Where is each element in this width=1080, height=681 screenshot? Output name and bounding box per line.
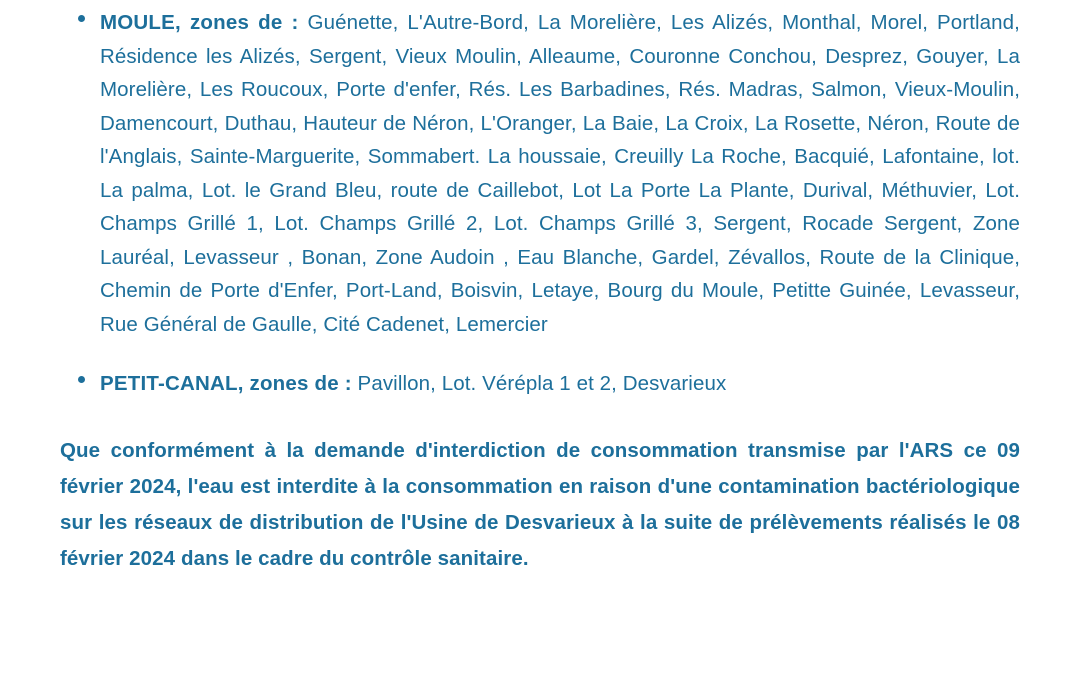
bullet-point-icon bbox=[78, 15, 85, 22]
notice-paragraph-text: Que conformément à la demande d'interdiction de consommation transmise par l'ARS ce 09 février 2024, l'eau est interdite à la consommation en raison d'une contamination bactériologique sur les réseaux de distribution de l'Usine de Desvarieux à la suite de prélèvements réalisés le 08 février 2024 dans le cadre du contrôle sanitaire. bbox=[60, 438, 1020, 570]
zone-names-moule: Guénette, L'Autre-Bord, La Morelière, Les Alizés, Monthal, Morel, Portland, Résidence les Alizés, Sergent, Vieux Moulin, Alleaume, Couronne Conchou, Desprez, Gouyer, La Morelière, Les Roucoux, Porte d'enfer, Rés. Les Barbadines, Rés. Madras, Salmon, Vieux-Moulin, Damencourt, Duthau, Hauteur de Néron, L'Oranger, La Baie, La Croix, La Rosette, Néron, Route de l'Anglais, Sainte-Marguerite, Sommabert. La houssaie, Creuilly La Roche, Bacquié, Lafontaine, lot. La palma, Lot. le Grand Bleu, route de Caillebot, Lot La Porte La Plante, Durival, Méthuvier, Lot. Champs Grillé 1, Lot. Champs Grillé 2, Lot. Champs Grillé 3, Sergent, Rocade Sergent, Zone Lauréal, Levasseur , Bonan, Zone Audoin , Eau Blanche, Gardel, Zévallos, Route de la Clinique, Chemin de Porte d'Enfer, Port-Land, Boisvin, Letaye, Bourg du Moule, Petitte Guinée, Levasseur, Rue Général de Gaulle, Cité Cadenet, Lemercier bbox=[100, 11, 1020, 336]
notice-paragraph bbox=[60, 433, 1020, 577]
zone-list-item-petit-canal bbox=[60, 367, 1020, 401]
zone-names-petit-canal: Pavillon, Lot. Vérépla 1 et 2, Desvarieux bbox=[351, 372, 727, 395]
document-page bbox=[0, 6, 1080, 681]
zone-paragraph-petit-canal bbox=[100, 367, 1020, 401]
commune-label-petit-canal: PETIT-CANAL, zones de : bbox=[100, 372, 352, 395]
bullet-point-icon bbox=[78, 376, 85, 383]
commune-label-moule: MOULE, zones de : bbox=[100, 11, 299, 34]
zone-list-item-moule bbox=[60, 6, 1020, 341]
zone-paragraph-moule bbox=[100, 6, 1020, 341]
